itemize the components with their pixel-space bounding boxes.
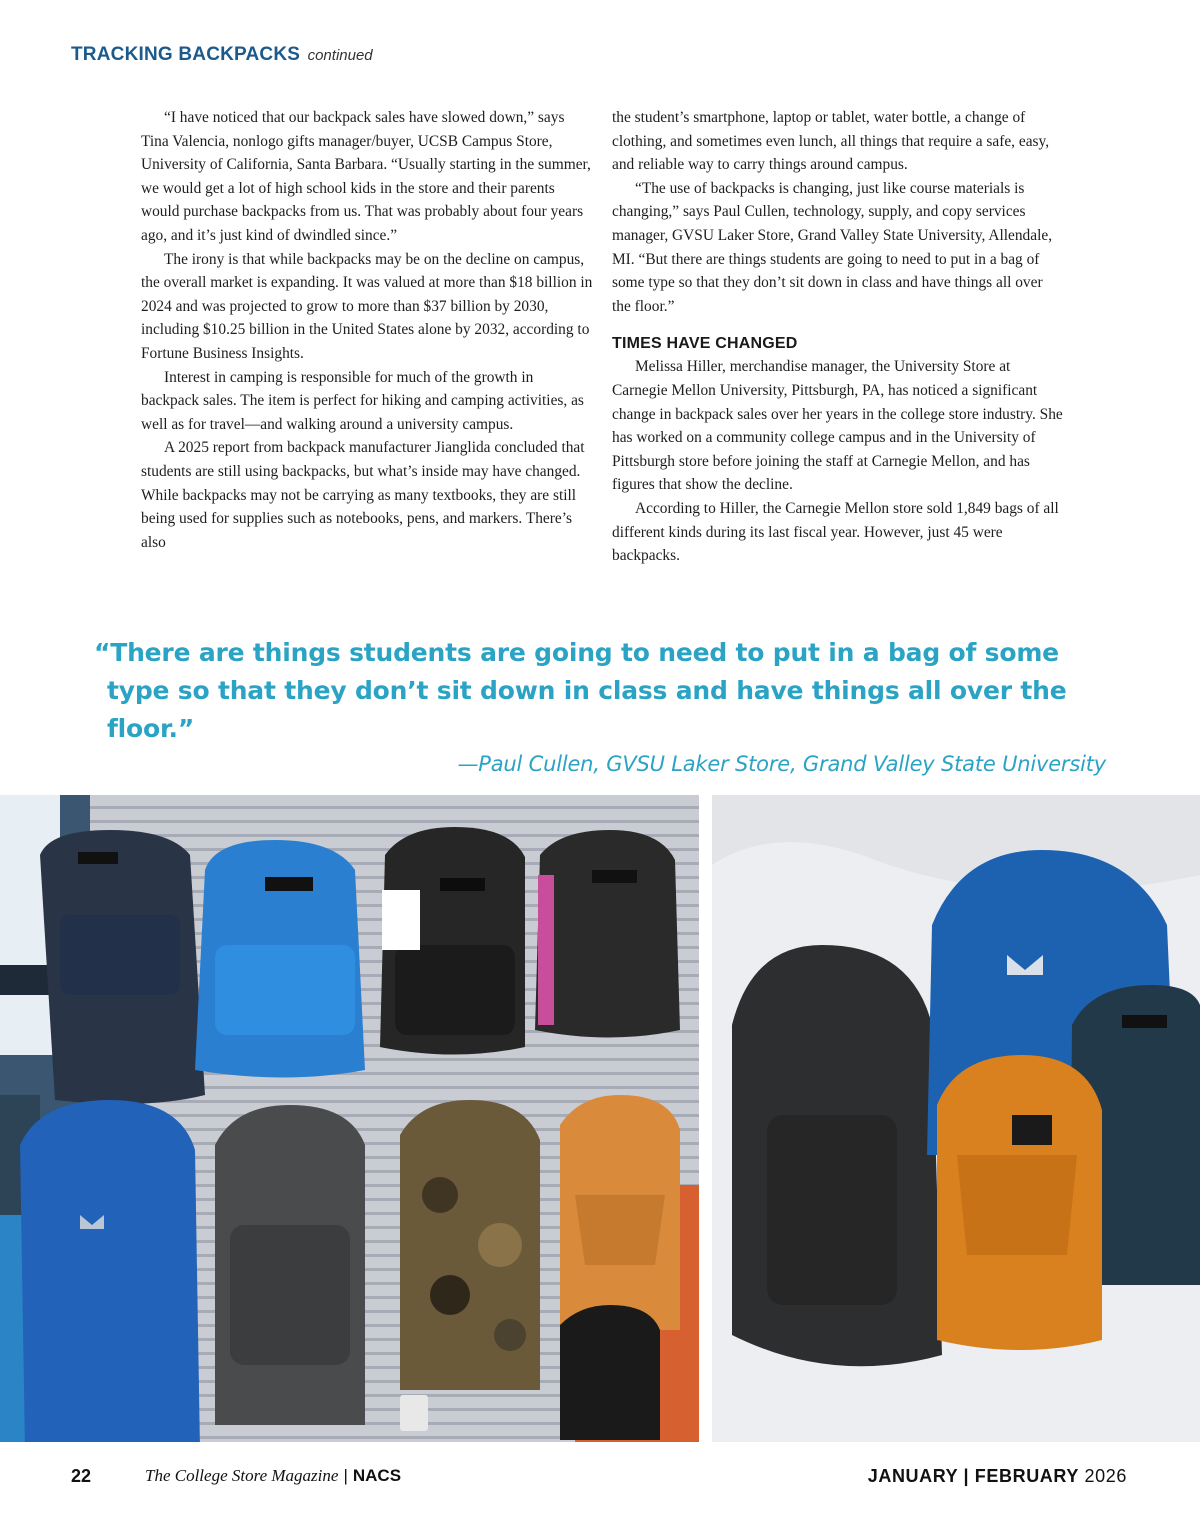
- section-subhead: TIMES HAVE CHANGED: [612, 335, 798, 353]
- backpack-orange: [560, 1095, 680, 1330]
- paragraph-sales-figures: According to Hiller, the Carnegie Mellon store sold 1,849 bags of all different kinds during its last fiscal year. However, just 45 were backpacks.: [612, 499, 1059, 565]
- backpack-pile-illustration: [712, 795, 1200, 1442]
- paragraph-market-growth: The irony is that while backpacks may be on the decline on campus, the overall market is expanding. It was valued at more than $18 billion in 2024 and was projected to grow to more than $37 billion by 2030, including $10.25 billion in the United States alone by 2032, according to Fortune Business Insights.: [141, 250, 593, 362]
- backpack-black-small: [560, 1305, 660, 1440]
- backpack-royal-blue: [20, 1100, 200, 1442]
- magazine-title: [145, 1466, 401, 1486]
- pull-quote-text: [94, 634, 1114, 748]
- paragraph-cullen-quote: “The use of backpacks is changing, just like course materials is changing,” says Paul Cullen, technology, supply, and copy services manager, GVSU Laker Store, Grand Valley State University, Allendale, MI. “But there are things students are going to need to put in a bag of some type so that they don’t sit down in class and have things all over the floor.”: [612, 179, 1053, 315]
- pull-quote-line-1: “There are things students are going to need to put in a bag of some: [94, 638, 1059, 667]
- issue-date: [868, 1466, 1127, 1487]
- paragraph-camping-interest: Interest in camping is responsible for much of the growth in backpack sales. The item is perfect for hiking and camping activities, as well as for travel—and walking around a university campus.: [141, 368, 584, 433]
- magazine-name: The College Store Magazine: [145, 1466, 339, 1485]
- paragraph-valencia-quote: “I have noticed that our backpack sales have slowed down,” says Tina Valencia, nonlogo gifts manager/buyer, UCSB Campus Store, University of California, Santa Barbara. “Usually starting in the summer, we would get a lot of high school kids in the store and their parents would purchase backpacks from us. That was probably about four years ago, and it’s just kind of dwindled since.”: [141, 109, 591, 244]
- backpack-camo: [400, 1100, 540, 1390]
- pull-quote-attribution: —Paul Cullen, GVSU Laker Store, Grand Valley State University: [457, 752, 1106, 776]
- paragraph-continuation: the student’s smartphone, laptop or tablet, water bottle, a change of clothing, and sometimes even lunch, all things that require a safe, easy, and reliable way to carry things around campus.: [612, 109, 1050, 174]
- running-head-title: TRACKING BACKPACKS: [71, 44, 301, 65]
- page-footer: [0, 1466, 1200, 1496]
- paragraph-jianglida-report: A 2025 report from backpack manufacturer Jianglida concluded that students are still using backpacks, but what’s inside may have changed. While backpacks may not be carrying as many textbooks, they are still being used for supplies such as notebooks, pens, and markers. There’s also: [141, 439, 585, 551]
- page-number: 22: [71, 1466, 92, 1486]
- article-column-left: [141, 106, 593, 554]
- article-column-right: [612, 106, 1064, 568]
- running-head: [71, 44, 373, 66]
- footer-separator: |: [343, 1466, 348, 1485]
- issue-months: JANUARY | FEBRUARY: [867, 1466, 1079, 1486]
- backpack-gray: [215, 1105, 365, 1425]
- pull-quote: [94, 634, 1114, 776]
- running-head-subtitle: continued: [307, 47, 373, 64]
- magazine-org: NACS: [352, 1466, 402, 1485]
- backpack-black-pink: [535, 830, 680, 1038]
- pull-quote-line-2: type so that they don’t sit down in class and have things all over the floor.”: [107, 676, 1067, 743]
- backpack-navy: [40, 830, 205, 1104]
- backpack-wall-photo: [0, 795, 699, 1442]
- backpack-dark-gray: [732, 945, 942, 1366]
- issue-year: 2026: [1084, 1466, 1127, 1486]
- backpack-black: [380, 827, 525, 1055]
- backpack-wall-illustration: [0, 795, 699, 1442]
- backpack-blue: [195, 840, 365, 1078]
- paragraph-hiller: Melissa Hiller, merchandise manager, the University Store at Carnegie Mellon University, Pittsburgh, PA, has noticed a significant change in backpack sales over her years in the college store industry. She has worked on a community college campus and in the University of Pittsburgh store before joining the staff at Carnegie Mellon, and has figures that show the decline.: [612, 358, 1063, 494]
- backpack-orange-north-face: [937, 1055, 1102, 1350]
- backpack-pile-photo: [712, 795, 1200, 1442]
